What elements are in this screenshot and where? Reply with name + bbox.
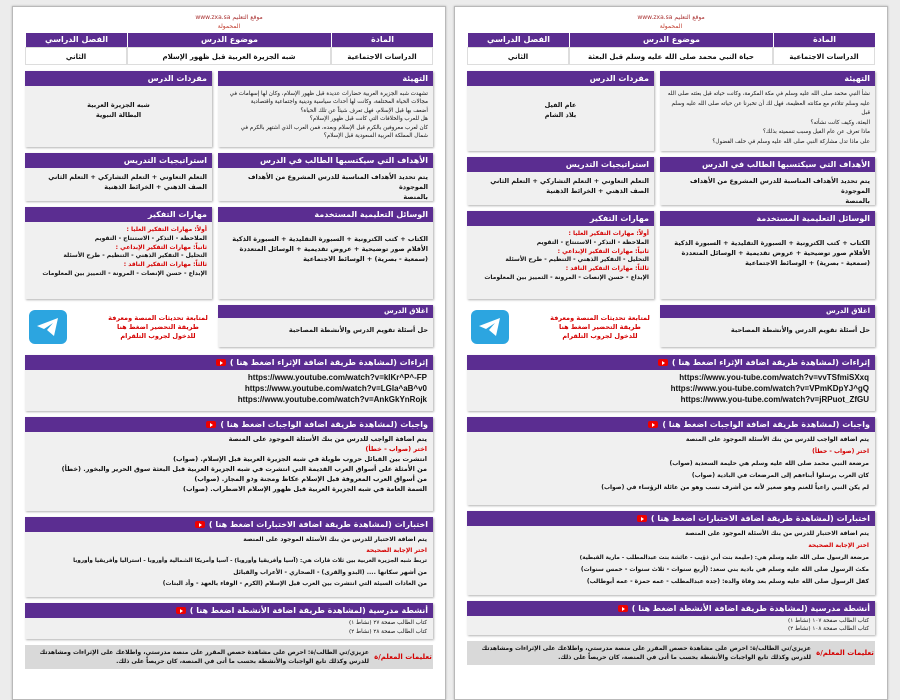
homework-question: انتشرت بين القبائل حروب طويلة في شبه الجزيرة العربية قبل الإسلام. (صواب) bbox=[173, 455, 427, 463]
enrichment-header[interactable] bbox=[25, 355, 433, 370]
tests-box bbox=[467, 511, 875, 595]
intro-line: أضعف بها قبل الإسلام، فهل تعرف شيئاً عن تلك الحياة؟ bbox=[300, 107, 428, 114]
vocab-item: بلاد الشام bbox=[544, 111, 577, 119]
page-subtitle: المحمولة bbox=[659, 23, 683, 30]
thinking-heading: ثانياً: مهارات التفكير الإبداعي : bbox=[115, 243, 207, 251]
semester-value: الثاني bbox=[467, 47, 569, 65]
tests-header[interactable] bbox=[25, 517, 433, 532]
media-line: الكتاب + كتب الكترونية + السبورة التقليدية + السبورة الذكية bbox=[674, 239, 870, 247]
intro-line: هل للعرب والخلافات التي كانت قبل ظهور الإسلام؟ bbox=[309, 116, 428, 123]
lesson-page-1 bbox=[12, 6, 446, 700]
vocab-box bbox=[25, 71, 212, 147]
homework-question: من أسواق العرب المعروفة قبل الإسلام عكاظ ومجنة وذو المجاز. (صواب) bbox=[194, 475, 427, 483]
goals-title: الأهداف التي سيكتسبها الطالب في الدرس bbox=[218, 153, 433, 168]
activities-title[interactable]: أنشطة مدرسية (لمشاهدة طريقة اضافة الأنشطة اضغط هنا ) bbox=[631, 604, 870, 613]
homework-line: يتم اضافة الواجب للدرس من بنك الأسئلة الموجود على المنصة bbox=[685, 436, 869, 443]
activities-box bbox=[25, 603, 433, 639]
activities-header[interactable] bbox=[25, 603, 433, 618]
intro-line: شمال المملكة العربية السعودية قبل الإسلام؟ bbox=[323, 133, 428, 140]
homework-line: يتم اضافة الواجب للدرس من بنك الأسئلة الموجود على المنصة bbox=[228, 435, 427, 443]
lesson-page-2 bbox=[454, 6, 888, 700]
subject-value: الدراسات الاجتماعية bbox=[331, 47, 433, 65]
youtube-icon[interactable] bbox=[658, 359, 668, 366]
thinking-title: مهارات التفكير bbox=[25, 207, 212, 222]
activity-item: كتاب الطالب صفحة ١٠٨ (نشاط ٢) bbox=[788, 626, 869, 632]
activities-box bbox=[467, 601, 875, 635]
thinking-title: مهارات التفكير bbox=[467, 211, 654, 226]
homework-question: لم يكن النبي راعياً للغنم وهو صغير لأنه من أشرف نسب وهو من عائلة الرؤساء في (صواب) bbox=[601, 484, 869, 491]
lesson-header-table bbox=[467, 33, 875, 65]
thinking-body: التحليل - التفكير الذهني - التنظيم - طرح الأسئلة bbox=[505, 256, 649, 264]
topic-value: شبه الجزيرة العربية قبل ظهور الإسلام bbox=[127, 47, 331, 65]
lesson-details bbox=[467, 71, 875, 349]
subject-header: المادة bbox=[773, 33, 875, 47]
enrichment-link[interactable]: https://www.you-tube.com/watch?v=VPmKDpYJ^gQ bbox=[670, 384, 869, 393]
teacher-notes-text: عزيزي/تي الطالب/ة: احرص على مشاهدة حصص المقرر على منصة مدرستي، واطلاعك على الإثراءات ومشاهدتك للدرس وكذلك تابع الواجبات والأنشطة بحسب ما أتى في المنصة، كان حريصاً على ذلك. bbox=[481, 645, 811, 661]
tests-line: يتم اضافة الاختبار للدرس من بنك الأسئلة الموجود على المنصة bbox=[685, 530, 869, 537]
thinking-heading: أولاً: مهارات التفكير العليا : bbox=[568, 230, 649, 237]
homework-header[interactable] bbox=[467, 417, 875, 432]
strategies-box bbox=[25, 153, 212, 201]
teacher-notes-label: تعليمات المعلم/ة bbox=[374, 653, 432, 661]
telegram-icon[interactable] bbox=[29, 310, 67, 344]
intro-line: تشهدت شبه الجزيرة العربية حضارات عديدة قبل ظهور الإسلام، وكان لها إسهامات في bbox=[229, 91, 428, 97]
thinking-body: الإبداع - حسن الإنصات - المرونة - التمييز بين المعلومات bbox=[42, 269, 207, 277]
enrichment-header[interactable] bbox=[467, 355, 875, 370]
vocab-title: مفردات الدرس bbox=[467, 71, 654, 86]
lesson-header-table bbox=[25, 33, 433, 65]
enrichment-link[interactable]: https://www.youtube.com/watch?v=klKr^P^-FP bbox=[247, 373, 427, 382]
thinking-box bbox=[467, 211, 654, 299]
thinking-body: الملاحظة - التذكر - الاستنتاج - التقويم bbox=[94, 234, 207, 242]
media-line: (سمعية - بصرية) + الوسائط الاجتماعية bbox=[745, 259, 870, 267]
vocab-item: البطالة النبوية bbox=[95, 111, 142, 119]
vocab-item: شبه الجزيرة العربية bbox=[87, 101, 150, 109]
strategies-title: استراتيجيات التدريس bbox=[467, 157, 654, 172]
subject-value: الدراسات الاجتماعية bbox=[773, 47, 875, 65]
enrichment-link[interactable]: https://www.youtube.com/watch?v=AnkGkYnRojk bbox=[237, 395, 427, 404]
vocab-box bbox=[467, 71, 654, 151]
intro-line: ماذا تعرف عن عام الفيل وسبب تسميته بذلك؟ bbox=[762, 129, 870, 135]
media-title: الوسائل التعليمية المستخدمة bbox=[660, 211, 875, 226]
site-name[interactable]: موقع التعليم www.zxa.sa bbox=[637, 14, 705, 21]
page-subtitle: المحمولة bbox=[217, 23, 241, 30]
teacher-notes bbox=[467, 641, 875, 665]
activities-title[interactable]: أنشطة مدرسية (لمشاهدة طريقة اضافة الأنشطة اضغط هنا ) bbox=[189, 606, 428, 615]
intro-line: البعثة، وكيف كانت نشأته؟ bbox=[810, 119, 870, 126]
homework-box bbox=[467, 417, 875, 505]
strategies-line: الصف الذهني + الخرائط الذهنية bbox=[104, 183, 207, 191]
site-name[interactable]: موقع التعليم www.zxa.sa bbox=[195, 14, 263, 21]
tests-box bbox=[25, 517, 433, 597]
site-header bbox=[467, 13, 875, 31]
media-box bbox=[218, 207, 433, 299]
intro-line: مجالات الحياة المختلفة، وكانت لها أحداث سياسية ودينية واجتماعية واقتصادية bbox=[250, 99, 428, 106]
strategies-line: التعلم التعاوني + التعلم التشاركي + التعلم الثاني bbox=[48, 173, 207, 181]
semester-header: الفصل الدراسي bbox=[25, 33, 127, 47]
homework-question: مرضعة النبي محمد صلى الله عليه وسلم هي حليمة السعدية (صواب) bbox=[669, 460, 869, 467]
tests-title[interactable]: اختبارات (لمشاهدة طريقة اضافة الاختبارات اضغط هنا ) bbox=[650, 514, 870, 523]
thinking-body: الملاحظة - التذكر - الاستنتاج - التقويم bbox=[536, 238, 649, 246]
intro-line: على ماذا تدل مشاركة النبي صلى الله عليه وسلم في حلف الفضول؟ bbox=[712, 138, 870, 145]
homework-instruction: اختر (صواب - خطأ) bbox=[365, 445, 427, 453]
youtube-icon[interactable] bbox=[637, 515, 647, 522]
enrichment-link[interactable]: https://www.youtube.com/watch?v=LGla^aB^v0 bbox=[244, 384, 427, 393]
enrichment-box bbox=[467, 355, 875, 411]
thinking-box bbox=[25, 207, 212, 299]
tests-instruction: اختر الإجابة الصحيحة bbox=[366, 547, 427, 554]
closing-title: اغلاق الدرس bbox=[218, 305, 433, 318]
youtube-icon[interactable] bbox=[176, 607, 186, 614]
tests-title[interactable]: اختبارات (لمشاهدة طريقة اضافة الاختبارات اضغط هنا ) bbox=[208, 520, 428, 529]
tests-line: يتم اضافة الاختبار للدرس من بنك الأسئلة الموجود على المنصة bbox=[243, 536, 427, 543]
youtube-icon[interactable] bbox=[206, 421, 216, 428]
lesson-details bbox=[25, 71, 433, 349]
goals-line: يتم تحديد الأهداف المناسبة للدرس المشروع من الأهداف الموجودة bbox=[689, 177, 870, 195]
homework-question: كان العرب يرسلوا أبناءهم إلى المرضعات في البادية (صواب) bbox=[691, 472, 869, 479]
closing-box bbox=[218, 305, 433, 347]
closing-text: حل أسئلة تقويم الدرس والأنشطة المصاحبة bbox=[288, 326, 428, 334]
tests-question: من العادات السيئة التي انتشرت بين العرب قبل الإسلام (الكرم - الوفاء بالعهد - وأد البنات) bbox=[162, 580, 427, 587]
youtube-icon[interactable] bbox=[648, 421, 658, 428]
telegram-promo[interactable] bbox=[25, 305, 212, 349]
site-header bbox=[25, 13, 433, 31]
tests-header[interactable] bbox=[467, 511, 875, 526]
youtube-icon[interactable] bbox=[195, 521, 205, 528]
goals-title: الأهداف التي سيكتسبها الطالب في الدرس bbox=[660, 157, 875, 172]
topic-header: موضوع الدرس bbox=[569, 33, 773, 47]
enrichment-title[interactable]: إثراءات (لمشاهدة طريقة اضافة الإثراء اضغط هنا ) bbox=[671, 358, 870, 367]
enrichment-title[interactable]: إثراءات (لمشاهدة طريقة اضافة الإثراء اضغط هنا ) bbox=[229, 358, 428, 367]
teacher-notes bbox=[25, 645, 433, 669]
thinking-body: الإبداع - حسن الإنصات - المرونة - التمييز بين المعلومات bbox=[484, 273, 649, 281]
media-box bbox=[660, 211, 875, 299]
media-line: الكتاب + كتب الكترونية + السبورة التقليدية + السبورة الذكية bbox=[232, 235, 428, 243]
tests-question: كفل الرسول صلى الله عليه وسلم بعد وفاة والده: (جده عبدالمطلب - عمه حمزة - عمه أبوطالب) bbox=[586, 578, 869, 585]
homework-instruction: اختر (صواب - خطأ) bbox=[812, 448, 869, 455]
youtube-icon[interactable] bbox=[618, 605, 628, 612]
topic-value: حياة النبي محمد صلى الله عليه وسلم قبل البعثة bbox=[569, 47, 773, 65]
thinking-body: التحليل - التفكير الذهني - التنظيم - طرح الأسئلة bbox=[63, 252, 207, 260]
enrichment-link[interactable]: https://www.you-tube.com/watch?v=vvTSfmiSXxq bbox=[679, 373, 869, 382]
thinking-heading: ثانياً: مهارات التفكير الإبداعي : bbox=[557, 247, 649, 255]
homework-box bbox=[25, 417, 433, 511]
activity-item: كتاب الطالب صفحة ١٠٧ (نشاط ١) bbox=[788, 618, 869, 624]
media-line: الأقلام صور توضيحية + عروض تقديمية + الوسائل المتعددة bbox=[239, 245, 428, 253]
intro-line: نشأ النبي محمد صلى الله عليه وسلم في مكة المكرمة، وكانت حياته قبل بعثته صلى الله bbox=[667, 91, 870, 97]
semester-header: الفصل الدراسي bbox=[467, 33, 569, 47]
thinking-heading: أولاً: مهارات التفكير العليا : bbox=[126, 226, 207, 233]
goals-box bbox=[218, 153, 433, 201]
vocab-item: عام الفيل bbox=[544, 101, 577, 109]
closing-title: اغلاق الدرس bbox=[660, 305, 875, 318]
homework-header[interactable] bbox=[25, 417, 433, 432]
youtube-icon[interactable] bbox=[216, 359, 226, 366]
homework-question: من الأمثلة على أسواق العرب القديمة التي انتشرت في شبه الجزيرة العربية قبل البعثة سوق الحرير والبخور. (خطأ) bbox=[61, 465, 427, 473]
homework-title[interactable]: واجبات (لمشاهدة طريقة اضافة الواجبات اضغط هنا ) bbox=[662, 420, 870, 429]
topic-header: موضوع الدرس bbox=[127, 33, 331, 47]
telegram-promo-text[interactable]: لمتابعة تحديثات المنصة ومعرفة طريقة التحضير اضغط هنا للدخول لجروب التلقرام bbox=[550, 313, 650, 340]
enrichment-box bbox=[25, 355, 433, 411]
strategies-title: استراتيجيات التدريس bbox=[25, 153, 212, 168]
subject-header: المادة bbox=[331, 33, 433, 47]
closing-text: حل أسئلة تقويم الدرس والأنشطة المصاحبة bbox=[730, 326, 870, 334]
goals-line: يتم تحديد الأهداف المناسبة للدرس المشروع من الأهداف الموجودة bbox=[247, 173, 428, 191]
telegram-promo[interactable] bbox=[467, 305, 654, 349]
intro-box bbox=[218, 71, 433, 147]
telegram-icon[interactable] bbox=[471, 310, 509, 344]
homework-title[interactable]: واجبات (لمشاهدة طريقة اضافة الواجبات اضغط هنا ) bbox=[220, 420, 428, 429]
vocab-title: مفردات الدرس bbox=[25, 71, 212, 86]
closing-box bbox=[660, 305, 875, 347]
intro-line: كان لعرب معروفين بالكرم قبل الإسلام وبعده، فمن العرب الذي اشتهر بالكرم في bbox=[240, 124, 428, 131]
teacher-notes-label: تعليمات المعلم/ة bbox=[816, 649, 874, 657]
thinking-heading: ثالثاً: مهارات التفكير الناقد : bbox=[565, 265, 649, 273]
semester-value: الثاني bbox=[25, 47, 127, 65]
teacher-notes-text: عزيزي/تي الطالب/ة: احرص على مشاهدة حصص المقرر على منصة مدرستي، واطلاعك على الإثراءات ومشاهدتك للدرس وكذلك تابع الواجبات والأنشطة بحسب ما أتى في المنصة، كان حريصاً على ذلك. bbox=[39, 649, 369, 665]
tests-question: مكث الرسول صلى الله عليه وسلم في بادية بني سعد: (أربع سنوات - ثلاث سنوات - خمس سنوات) bbox=[580, 566, 869, 573]
intro-title: التهيئة bbox=[660, 71, 875, 86]
homework-question: السمة العامة في شبه الجزيرة العربية قبل ظهور الإسلام الاضطراب. (صواب) bbox=[182, 485, 427, 493]
intro-line: عليه وسلم تتلاءم مع مكانته العظيمة، فهل لك أن تخبرنا عن حياته صلى الله عليه وسلم قبل bbox=[671, 100, 870, 116]
strategies-line: التعلم التعاوني + التعلم التشاركي + التعلم الثاني bbox=[490, 177, 649, 185]
activity-item: كتاب الطالب صفحة ٢٨ (نشاط ٢) bbox=[349, 629, 427, 635]
intro-box bbox=[660, 71, 875, 151]
activity-item: كتاب الطالب صفحة ٢٧ (نشاط ١) bbox=[349, 620, 427, 626]
goals-line: بالمنصة bbox=[403, 193, 428, 201]
activities-header[interactable] bbox=[467, 601, 875, 616]
tests-instruction: اختر الإجابة الصحيحة bbox=[808, 542, 869, 549]
strategies-line: الصف الذهني + الخرائط الذهنية bbox=[546, 187, 649, 195]
intro-title: التهيئة bbox=[218, 71, 433, 86]
tests-question: مرضعة الرسول صلى الله عليه وسلم هي: (حليمة بنت أبي ذؤيب - عائشة بنت عبدالمطلب - مارية القبطية) bbox=[579, 555, 869, 561]
goals-line: بالمنصة bbox=[845, 197, 870, 205]
media-title: الوسائل التعليمية المستخدمة bbox=[218, 207, 433, 222]
tests-question: من أشهر سكانها .... (البدو والقرى) - الصحاري - الأعراب والقبائل bbox=[233, 569, 427, 576]
media-line: الأقلام صور توضيحية + عروض تقديمية + الوسائل المتعددة bbox=[681, 249, 870, 257]
tests-question: تربط شبه الجزيرة العربية بين ثلاث قارات هي: (آسيا وأفريقيا وأوروبا) - آسيا وأمريكا الشمالية وأوروبا - استراليا وأفريقيا وأوروبا bbox=[73, 558, 427, 564]
thinking-heading: ثالثاً: مهارات التفكير الناقد : bbox=[123, 261, 207, 269]
goals-box bbox=[660, 157, 875, 205]
media-line: (سمعية - بصرية) + الوسائط الاجتماعية bbox=[303, 255, 428, 263]
telegram-promo-text[interactable]: لمتابعة تحديثات المنصة ومعرفة طريقة التحضير اضغط هنا للدخول لجروب التلقرام bbox=[108, 313, 208, 340]
enrichment-link[interactable]: https://www.you-tube.com/watch?v=jRPuot_ZfGU bbox=[680, 395, 869, 404]
strategies-box bbox=[467, 157, 654, 205]
